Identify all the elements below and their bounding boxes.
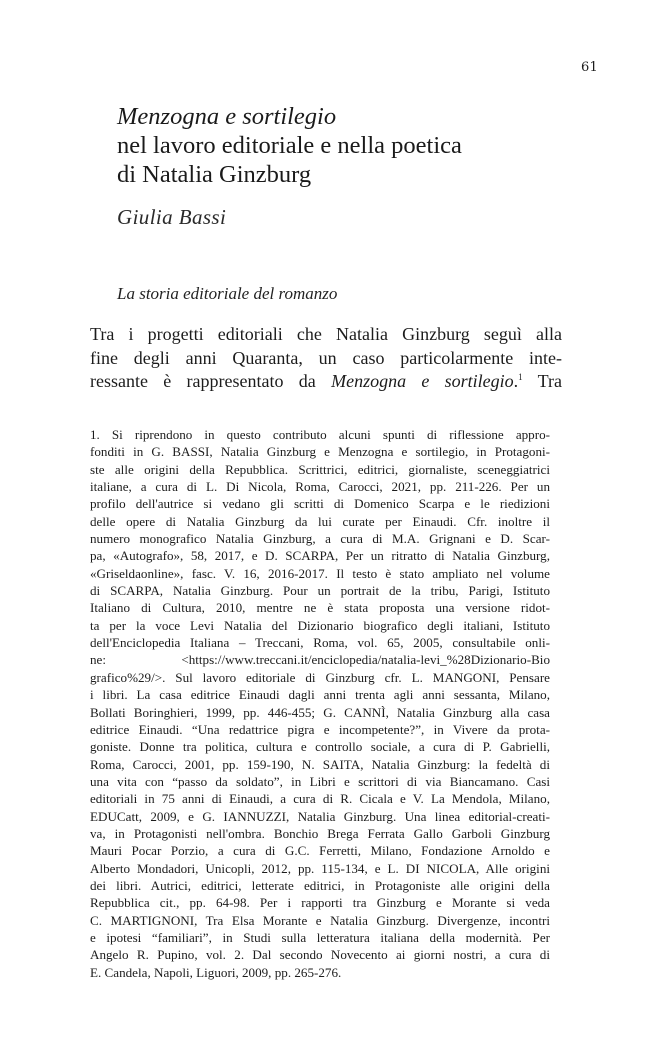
footnote-line: editrice Einaudi. “Una redattrice pigra e incompetente?”, in Vivere da prota- [90, 721, 550, 737]
footnote-line: grafico%29/>. Sul lavoro editoriale di Ginzburg cfr. L. MANGONI, Pensare [90, 669, 550, 685]
footnote-line: profilo dell'autrice si vedano gli scritti di Domenico Scarpa e le riedizioni [90, 496, 550, 512]
footnote-line: E. Candela, Napoli, Liguori, 2009, pp. 265-276. [90, 964, 342, 980]
footnote-line: va, in Protagonisti nell'ombra. Bonchio Brega Ferrata Gallo Garboli Ginzburg [90, 825, 550, 841]
footnote-line: italiane, a cura di L. Di Nicola, Roma, Carocci, 2021, pp. 211-226. Per un [90, 479, 550, 495]
page-number: 61 [581, 60, 598, 75]
body-line-1: Tra i progetti editoriali che Natalia Ginzburg seguì alla [90, 324, 562, 344]
footnote-line: pa, «Autografo», 58, 2017, e D. SCARPA, Per un ritratto di Natalia Ginzburg, [90, 548, 550, 564]
footnote-line: editoriali in 75 anni di Einaudi, a cura di R. Cicala e V. La Mendola, Milano, [90, 791, 550, 807]
body-line-3-end: Tra [522, 371, 562, 391]
article-title [117, 102, 597, 189]
footnote-line: «Griseldaonline», fasc. V. 16, 2016-2017. Il testo è stato ampliato nel volume [90, 565, 550, 581]
footnote-line: ne: <https://www.treccani.it/enciclopedia/natalia-levi_%28Dizionario-Bio [90, 652, 550, 668]
title-line-1: Menzogna e sortilegio [117, 103, 337, 130]
footnote-line: e ipotesi “familiari”, in Studi sulla letteratura italiana della modernità. Per [90, 929, 550, 945]
footnote-line: ta per la voce Levi Natalia del Dizionario biografico degli italiani, Istituto [90, 617, 550, 633]
footnote-line: Angelo R. Pupino, vol. 2. Dal secondo Novecento ai giorni nostri, a cura di [90, 947, 550, 963]
title-line-2: nel lavoro editoriale e nella poetica [117, 132, 462, 159]
title-line-3: di Natalia Ginzburg [117, 161, 312, 188]
body-paragraph [90, 323, 562, 394]
footnote-line: fonditi in G. BASSI, Natalia Ginzburg e Menzogna e sortilegio, in Protagoni- [90, 444, 550, 460]
body-line-3-post: . [513, 371, 519, 391]
footnote-line: Alberto Mondadori, Unicopli, 2012, pp. 115-134, e L. DI NICOLA, Alle origini [90, 860, 550, 876]
footnote-line: delle opere di Natalia Ginzburg da lui curate per Einaudi. Cfr. inoltre il [90, 513, 550, 529]
author-name: Giulia Bassi [117, 205, 227, 229]
footnote-line: EDUCatt, 2009, e G. IANNUZZI, Natalia Ginzburg. Una linea editorial-creati- [90, 808, 550, 824]
footnote-line: ste alle origini della Repubblica. Scrittrici, editrici, giornaliste, sceneggiatrici [90, 461, 550, 477]
footnote-line: Bollati Boringhieri, 1999, pp. 446-455; G. CANNÌ, Natalia Ginzburg alla casa [90, 704, 550, 720]
footnote-line: i libri. La casa editrice Einaudi dagli anni trenta agli anni sessanta, Milano, [90, 687, 550, 703]
section-heading: La storia editoriale del romanzo [117, 284, 338, 303]
footnote-reference[interactable]: 1 [518, 372, 523, 382]
footnote-line: Repubblica cit., pp. 64-98. Per i rapporti tra Ginzburg e Morante si veda [90, 895, 550, 911]
book-title-inline: Menzogna e sortilegio [331, 371, 514, 391]
footnote-line: goniste. Donne tra politica, cultura e controllo sociale, a cura di P. Gabrielli, [90, 739, 550, 755]
footnote-line: numero monografico Natalia Ginzburg, a cura di M.A. Grignani e D. Scar- [90, 531, 550, 547]
footnote-line: una vita con “passo da soldato”, in Libri e scrittori di via Biancamano. Casi [90, 773, 550, 789]
footnote-line: Mauri Pocar Porzio, a cura di G.C. Ferretti, Milano, Fondazione Arnoldo e [90, 843, 550, 859]
footnote-line: dell'Enciclopedia Italiana – Treccani, Roma, vol. 65, 2005, consultabile onli- [90, 635, 550, 651]
footnote-line: Roma, Carocci, 2001, pp. 159-190, N. SAITA, Natalia Ginzburg: la fedeltà di [90, 756, 550, 772]
body-line-3 [90, 370, 562, 394]
body-line-3-pre: ressante è rappresentato da [90, 371, 332, 391]
footnote-block [90, 426, 550, 981]
footnote-line: dei libri. Autrici, editrici, letterate editrici, in Protagoniste alle origini della [90, 877, 550, 893]
body-line-2: fine degli anni Quaranta, un caso particolarmente inte- [90, 347, 562, 368]
footnote-line: 1. Si riprendono in questo contributo alcuni spunti di riflessione appro- [90, 427, 550, 442]
footnote-line: di SCARPA, Natalia Ginzburg. Pour un portrait de la tribu, Parigi, Istituto [90, 583, 550, 599]
footnote-line: C. MARTIGNONI, Tra Elsa Morante e Natalia Ginzburg. Divergenze, incontri [90, 912, 550, 928]
footnote-line: Italiano di Cultura, 2010, mentre ne è stata proposta una versione ridot- [90, 600, 550, 616]
